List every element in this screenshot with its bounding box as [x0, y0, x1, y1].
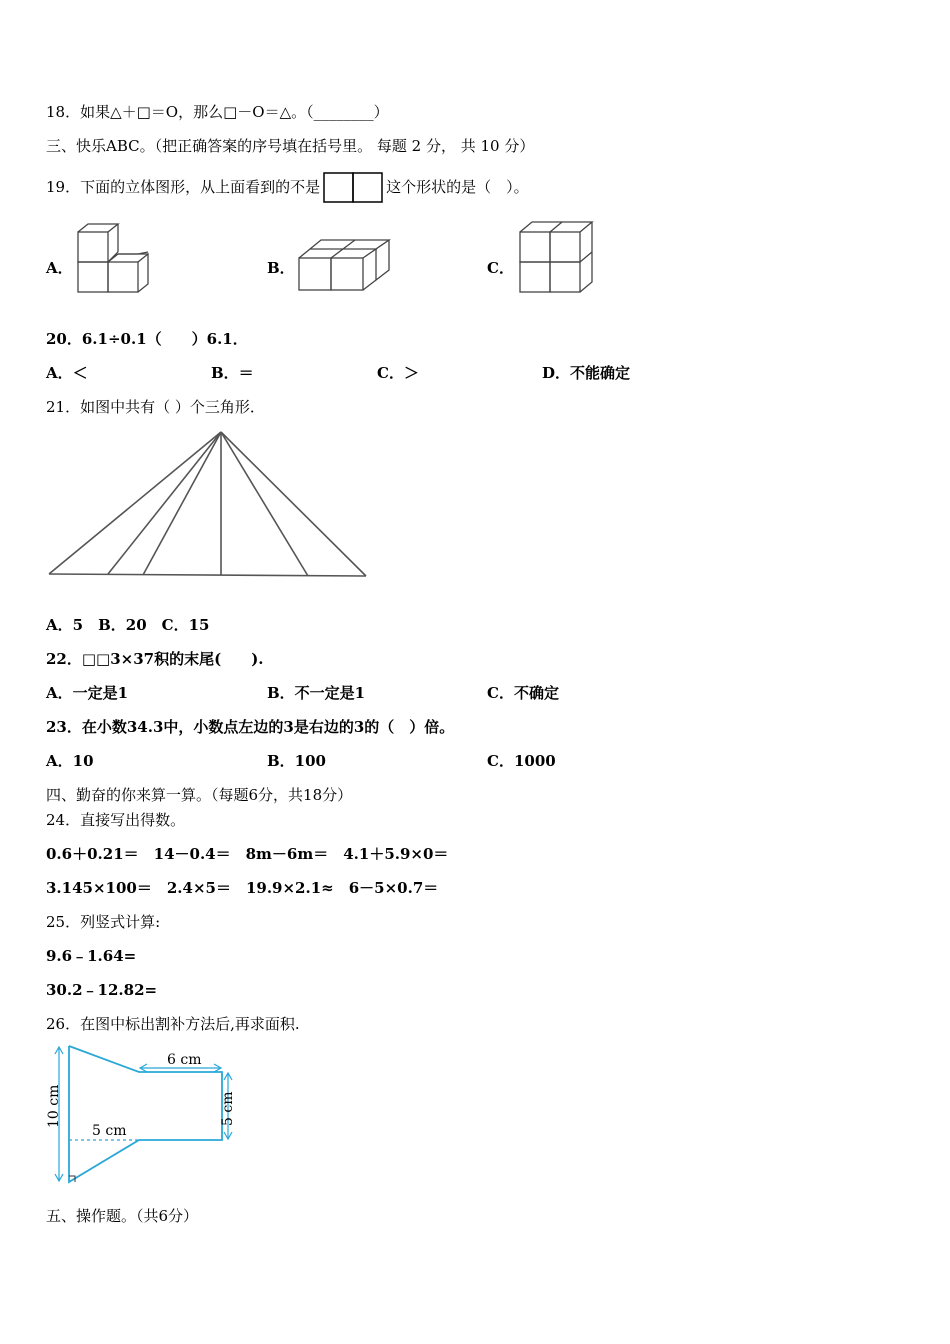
q23-option-c: C．1000: [487, 752, 556, 770]
question-21: 21．如图中共有（ ）个三角形．: [46, 398, 265, 416]
q21-options: A．5 B．20 C．15: [46, 616, 210, 634]
q25-row-1: 9.6﹣1.64=: [46, 947, 137, 965]
q20-option-b: B．＝: [211, 364, 254, 382]
label-left-10cm: 10 cm: [46, 1084, 62, 1128]
q19-option-c: C．: [487, 259, 514, 277]
two-square-shape: [323, 173, 383, 203]
label-right-5cm: 5 cm: [220, 1091, 236, 1126]
section-3-title: 三、快乐ABC。（把正确答案的序号填在括号里。 每题 2 分， 共 10 分）: [46, 137, 535, 155]
question-25: 25．列竖式计算:: [46, 913, 161, 931]
question-26: 26．在图中标出割补方法后,再求面积.: [46, 1015, 300, 1033]
q24-row-2: 3.145×100＝ 2.4×5＝ 19.9×2.1≈ 6－5×0.7＝: [46, 879, 439, 897]
section-4-title: 四、勤奋的你来算一算。（每题6分，共18分）: [46, 786, 353, 804]
label-middle-5cm: 5 cm: [92, 1123, 127, 1139]
q25-row-2: 30.2﹣12.82=: [46, 981, 158, 999]
question-19: [46, 173, 529, 203]
q22-option-b: B．不一定是1: [267, 684, 366, 702]
q20-option-d: D．不能确定: [542, 364, 631, 382]
q22-option-a: A．一定是1: [46, 684, 129, 702]
cube-figure-b: [297, 236, 397, 296]
cube-figure-a: [76, 220, 156, 295]
q23-option-b: B．100: [267, 752, 326, 770]
question-24: 24．直接写出得数。: [46, 811, 186, 829]
triangle-figure: [46, 428, 376, 578]
cube-figure-c: [518, 220, 598, 298]
q20-option-c: C．＞: [377, 364, 419, 382]
q19-stem-after: 这个形状的是（ ）。: [386, 178, 529, 196]
q19-stem-before: 19．下面的立体图形，从上面看到的不是: [46, 178, 321, 196]
question-22: 22．□□3×37积的末尾( ).: [46, 650, 264, 668]
section-5-title: 五、操作题。（共6分）: [46, 1207, 199, 1225]
q20-option-a: A．＜: [46, 364, 88, 382]
q23-option-a: A．10: [46, 752, 94, 770]
question-18: 18．如果△＋□＝O，那么□－O＝△。（________）: [46, 103, 389, 121]
q19-option-b: B．: [267, 259, 295, 277]
q24-row-1: 0.6＋0.21＝ 14－0.4＝ 8m－6m＝ 4.1＋5.9×0＝: [46, 845, 449, 863]
q19-option-a: A．: [46, 259, 73, 277]
question-20: 20．6.1÷0.1（ ）6.1．: [46, 330, 248, 348]
question-23: 23．在小数34.3中，小数点左边的3是右边的3的（ ）倍。: [46, 718, 455, 736]
label-top-6cm: 6 cm: [167, 1052, 202, 1068]
q22-option-c: C．不确定: [487, 684, 559, 702]
